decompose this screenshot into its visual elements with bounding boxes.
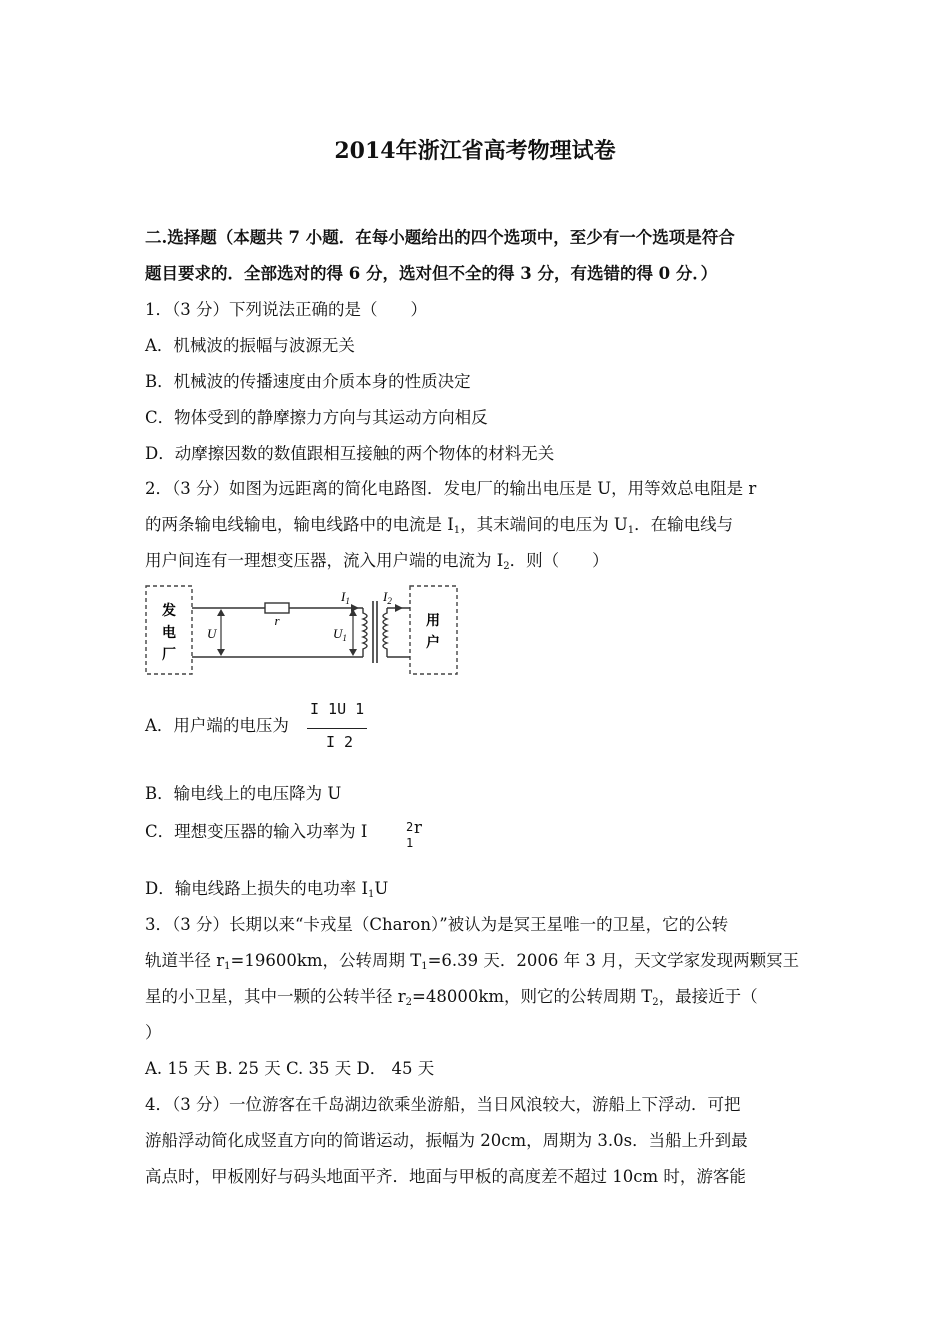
u1-label bbox=[333, 626, 347, 643]
section-heading-line-1: 二.选择题（本题共 7 小题．在每小题给出的四个选项中，至少有一个选项是符合 bbox=[145, 228, 735, 247]
circuit-diagram bbox=[145, 583, 460, 678]
q4-stem-line-2: 游船浮动简化成竖直方向的简谐运动，振幅为 20cm，周期为 3.0s．当船上升到最 bbox=[145, 1131, 748, 1150]
q1-stem: 1．（3 分）下列说法正确的是（ ） bbox=[145, 300, 427, 319]
fraction-bar bbox=[307, 728, 367, 729]
subscript: 1 bbox=[421, 961, 428, 972]
q2-stem-line-2 bbox=[145, 511, 810, 536]
resistor bbox=[265, 603, 289, 613]
q3-text: 轨道半径 r bbox=[145, 951, 225, 970]
q2-stem-line-3 bbox=[145, 547, 810, 572]
q2-option-b: B．输电线上的电压降为 U bbox=[145, 784, 342, 803]
resistance-symbol: r bbox=[414, 818, 422, 837]
q3-text: ，最接近于（ bbox=[658, 987, 758, 1006]
q3-options: A. 15 天 B. 25 天 C. 35 天 D． 45 天 bbox=[145, 1059, 435, 1078]
q2-option-d bbox=[145, 875, 810, 900]
q2-text: D．输电线路上损失的电功率 I bbox=[145, 879, 368, 898]
i2-sub: 2 bbox=[387, 596, 392, 606]
resistor-label: r bbox=[274, 613, 280, 628]
i2-letter: I bbox=[383, 589, 388, 604]
q4-stem-line-1: 4．（3 分）一位游客在千岛湖边欲乘坐游船，当日风浪较大，游船上下浮动．可把 bbox=[145, 1095, 741, 1114]
u-label: U bbox=[207, 626, 217, 641]
i1-label bbox=[340, 589, 350, 606]
subscript: 1 bbox=[368, 889, 375, 900]
page-title: 2014年浙江省高考物理试卷 bbox=[334, 138, 616, 164]
subscript: 1 bbox=[453, 525, 461, 536]
q2-text: ．则（ ） bbox=[509, 551, 609, 570]
q2-text: ，其末端间的电压为 U bbox=[460, 515, 628, 534]
q1-option-b: B．机械波的传播速度由介质本身的性质决定 bbox=[145, 372, 471, 391]
q3-text: =6.39 天．2006 年 3 月，天文学家发现两颗冥王 bbox=[427, 951, 800, 970]
q3-text: =19600km，公转周期 T bbox=[230, 951, 422, 970]
power-plant-label: 发 bbox=[162, 604, 176, 619]
subscript: 2 bbox=[405, 997, 413, 1008]
fraction-denominator: I 2 bbox=[326, 733, 354, 751]
current-arrow-icon bbox=[351, 604, 359, 612]
q2-text: 用户间连有一理想变压器，流入用户端的电流为 I bbox=[145, 551, 504, 570]
i2-label bbox=[382, 589, 392, 606]
power-plant-label: 厂 bbox=[162, 648, 176, 663]
q3-stem-line-2 bbox=[145, 947, 810, 972]
subscript: 1 bbox=[224, 961, 231, 972]
power-plant-label: 电 bbox=[162, 626, 176, 641]
q2-option-c: C．理想变压器的输入功率为 I bbox=[145, 822, 368, 841]
q2-text: 的两条输电线输电，输电线路中的电流是 I bbox=[145, 515, 454, 534]
i1-sub: 1 bbox=[345, 596, 350, 606]
q2-option-a: A．用户端的电压为 bbox=[145, 716, 289, 735]
q3-stem-line-1: 3．（3 分）长期以来“卡戎星（Charon）”被认为是冥王星唯一的卫星，它的公转 bbox=[145, 915, 729, 934]
q2-stem-line-1: 2．（3 分）如图为远距离的简化电路图．发电厂的输出电压是 U，用等效总电阻是 r bbox=[145, 479, 757, 498]
i1-letter: I bbox=[341, 589, 346, 604]
subscript: 2 bbox=[652, 997, 659, 1008]
q3-text: 星的小卫星，其中一颗的公转半径 r bbox=[145, 987, 406, 1006]
q4-stem-line-3: 高点时，甲板刚好与码头地面平齐．地面与甲板的高度差不超过 10cm 时，游客能 bbox=[145, 1167, 746, 1186]
q3-text: =48000km，则它的公转周期 T bbox=[412, 987, 653, 1006]
secondary-coil bbox=[383, 608, 387, 657]
q1-option-c: C．物体受到的静摩擦力方向与其运动方向相反 bbox=[145, 408, 488, 427]
current-arrow-icon bbox=[395, 604, 403, 612]
section-heading-line-2: 题目要求的．全部选对的得 6 分，选对但不全的得 3 分，有选错的得 0 分．） bbox=[145, 264, 718, 283]
q3-stem-line-4: ） bbox=[145, 1023, 162, 1042]
user-label: 用 bbox=[426, 614, 440, 629]
primary-coil bbox=[363, 608, 367, 657]
subscript: 1 bbox=[627, 525, 635, 536]
subscript: 2 bbox=[503, 561, 510, 572]
q1-option-a: A．机械波的振幅与波源无关 bbox=[145, 336, 355, 355]
q3-stem-line-3 bbox=[145, 983, 810, 1008]
q2-text: U bbox=[374, 879, 389, 898]
subscript: 1 bbox=[406, 836, 414, 850]
q2-text: ．在输电线与 bbox=[634, 515, 734, 534]
fraction-numerator: I 1U 1 bbox=[310, 700, 365, 718]
user-label: 户 bbox=[426, 636, 440, 651]
u1-letter: U bbox=[333, 626, 343, 641]
user-box bbox=[410, 586, 457, 674]
u1-sub: 1 bbox=[342, 633, 347, 643]
q1-option-d: D．动摩擦因数的数值跟相互接触的两个物体的材料无关 bbox=[145, 444, 555, 463]
superscript: 2 bbox=[406, 820, 414, 834]
